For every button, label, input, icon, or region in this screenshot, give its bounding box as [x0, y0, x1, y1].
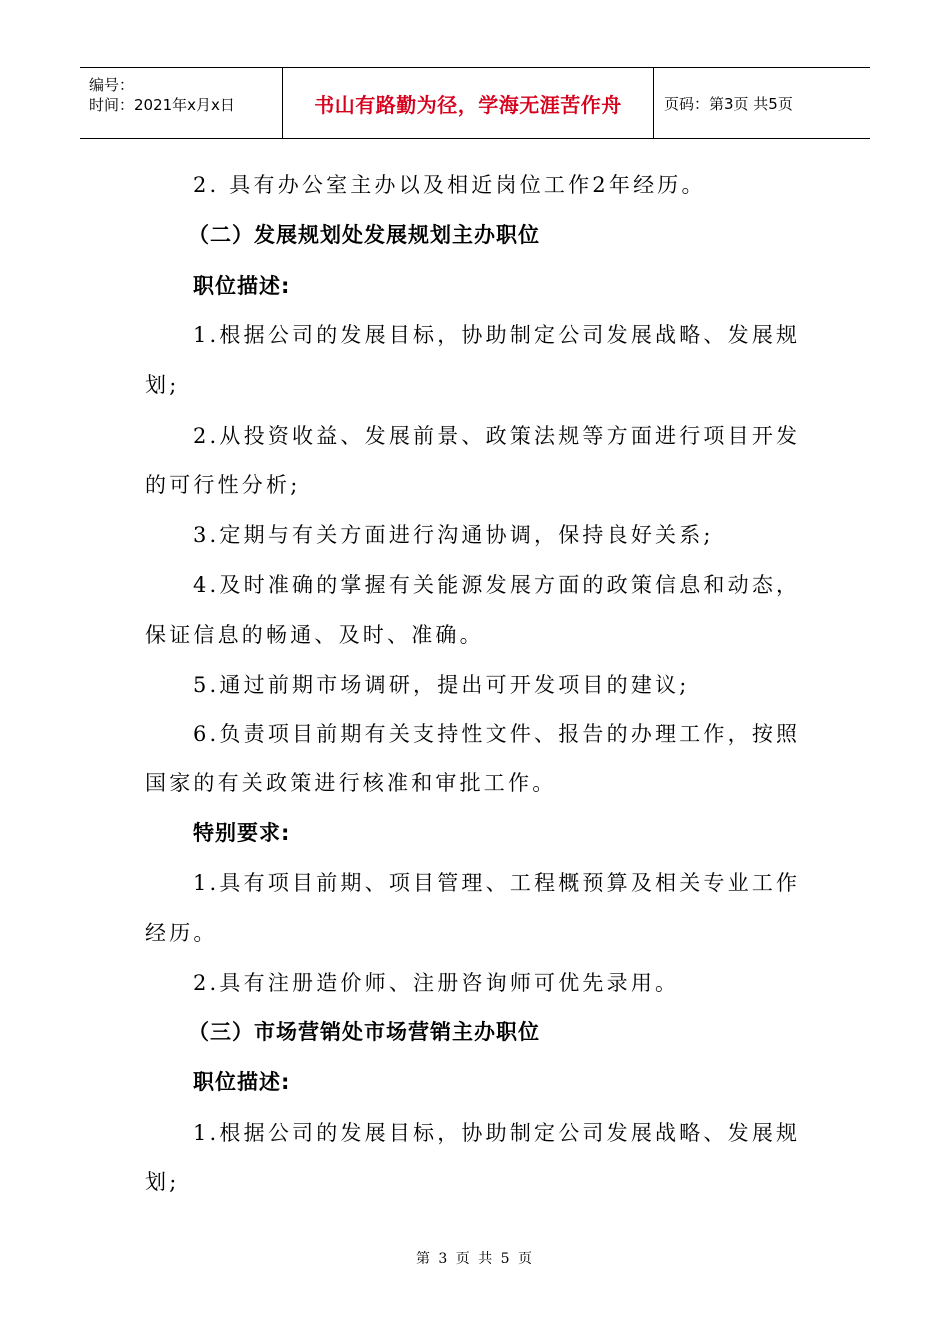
header-left-cell [80, 68, 282, 138]
header-motto: 书山有路勤为径，学海无涯苦作舟 [314, 92, 622, 117]
body-line: 5.通过前期市场调研，提出可开发项目的建议; [193, 673, 690, 697]
body-line: 国家的有关政策进行核准和审批工作。 [145, 771, 557, 795]
header-page-cell [654, 68, 870, 138]
body-line: 保证信息的畅通、及时、准确。 [145, 623, 484, 647]
subsection-heading: 职位描述: [193, 1070, 291, 1094]
subsection-heading: 特别要求: [193, 821, 291, 845]
section-heading: （三）市场营销处市场营销主办职位 [188, 1020, 540, 1044]
body-line: 划; [145, 373, 180, 397]
header-motto-cell [282, 68, 654, 138]
body-line: 6.负责项目前期有关支持性文件、报告的办理工作，按照 [193, 722, 801, 746]
page-footer: 第 3 页 共 5 页 [415, 1251, 535, 1267]
body-line: 3.定期与有关方面进行沟通协调，保持良好关系; [193, 523, 714, 547]
body-line: 划; [145, 1170, 180, 1194]
document-number-label: 编号： [89, 76, 135, 94]
subsection-heading: 职位描述: [193, 274, 291, 298]
body-line: 2. 具有办公室主办以及相近岗位工作2年经历。 [193, 173, 706, 197]
body-line: 2.具有注册造价师、注册咨询师可优先录用。 [193, 971, 680, 995]
header-page-info: 页码：第3页 共5页 [664, 94, 793, 113]
header-table [80, 67, 870, 139]
body-line: 经历。 [145, 921, 218, 945]
body-line: 的可行性分析; [145, 473, 301, 497]
document-time-label: 时间：2021年x月x日 [89, 96, 235, 114]
section-heading: （二）发展规划处发展规划主办职位 [188, 223, 540, 247]
body-line: 1.根据公司的发展目标，协助制定公司发展战略、发展规 [193, 1121, 801, 1145]
body-line: 2.从投资收益、发展前景、政策法规等方面进行项目开发 [193, 424, 801, 448]
body-line: 1.具有项目前期、项目管理、工程概预算及相关专业工作 [193, 871, 801, 895]
body-line: 4.及时准确的掌握有关能源发展方面的政策信息和动态， [193, 573, 801, 597]
body-line: 1.根据公司的发展目标，协助制定公司发展战略、发展规 [193, 323, 801, 347]
